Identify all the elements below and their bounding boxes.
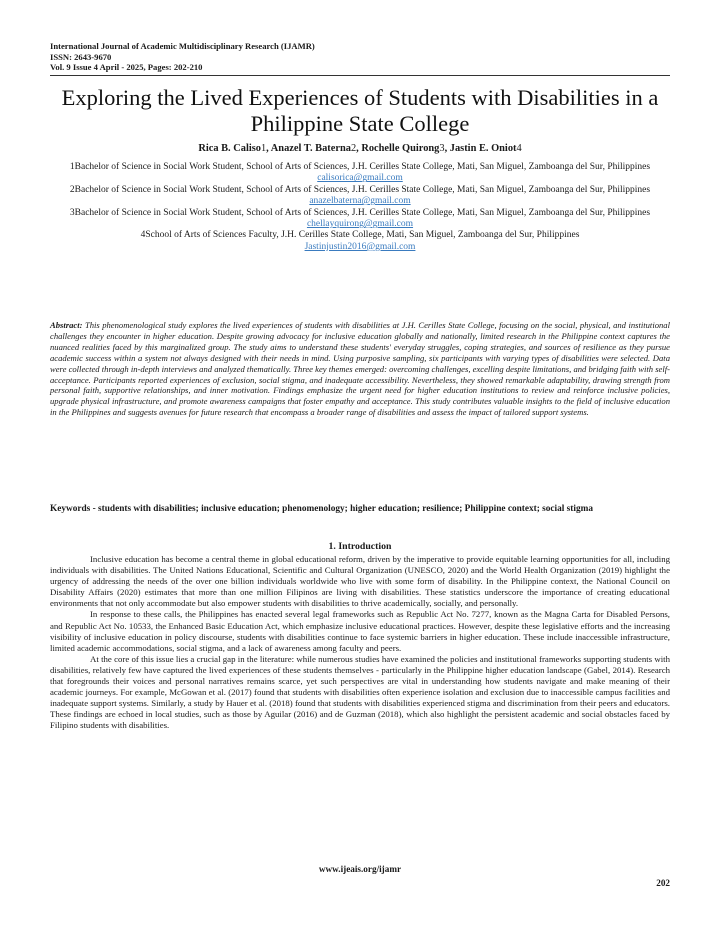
author-email-link[interactable]: calisorica@gmail.com	[317, 173, 403, 184]
affiliation	[55, 208, 665, 231]
footer-url[interactable]: www.ijeais.org/ijamr	[318, 864, 402, 874]
author-email-link[interactable]: Jastinjustin2016@gmail.com	[304, 241, 416, 252]
affiliation	[55, 230, 665, 253]
affiliation-list	[55, 162, 665, 253]
author-name: Jastin E. Oniot	[449, 143, 517, 154]
author-sup: 1	[260, 143, 267, 154]
abstract-text: This phenomenological study explores the lived experiences of students with disabilities at J.H. Cerilles State College, focusing on the social, physical, and institutional challenges they encounter in higher education. Despite growing advocacy for inclusive education globally and nationally, limited research in the Philippine context captures the nuanced realities faced by this marginalized group. The study aims to understand these students' everyday struggles, coping strategies, and sources of resilience as they pursue academic success within a system not always designed with their needs in mind. Using purposive sampling, six participants with varying types of disabilities were selected. Data were collected through in-depth interviews and analyzed thematically. Three key themes emerged: overcoming challenges, excelling despite limitations, and bridging faith with self-acceptance. Participants reported experiences of exclusion, social stigma, and inadequate accessibility. Nevertheless, they showed remarkable adaptability, drawing strength from personal faith, supportive relationships, and inner motivation. Findings emphasize the urgent need for higher education institutions to review and reinforce inclusive policies, upgrade physical infrastructure, and promote awareness campaigns that foster empathy and acceptance. This study contributes valuable insights to the field of inclusive education in the Philippines and suggests avenues for future research that encompass a broader range of disabilities and assess the impact of tailored support systems.	[50, 320, 670, 418]
author-name: Rochelle Quirong	[361, 143, 440, 154]
body-text	[50, 554, 670, 732]
affiliation-text: 1Bachelor of Science in Social Work Student, School of Arts of Sciences, J.H. Cerilles State College, Mati, San Miguel, Zamboanga del Sur, Philippines	[69, 162, 651, 172]
affiliation-text: 2Bachelor of Science in Social Work Student, School of Arts of Sciences, J.H. Cerilles State College, Mati, San Miguel, Zamboanga del Sur, Philippines	[69, 184, 651, 195]
affiliation	[55, 162, 665, 185]
author-sup: 3	[439, 143, 445, 154]
journal-name: International Journal of Academic Multidisciplinary Research (IJAMR)	[50, 41, 315, 51]
author-sup: 2	[350, 143, 357, 154]
paper-title: Exploring the Lived Experiences of Students with Disabilities in a Philippine State College	[61, 85, 659, 136]
author-list: Rica B. Caliso1, Anazel T. Baterna2, Rochelle Quirong3, Jastin E. Oniot4	[198, 143, 522, 154]
affiliation	[55, 185, 665, 208]
abstract-label: Abstract:	[50, 320, 83, 330]
author-name: Rica B. Caliso	[198, 143, 261, 154]
journal-issn: ISSN: 2643-9670	[50, 51, 112, 62]
journal-volume: Vol. 9 Issue 4 April - 2025, Pages: 202-210	[50, 62, 203, 73]
journal-header	[50, 41, 670, 73]
keywords: Keywords - students with disabilities; inclusive education; phenomenology; higher education; resilience; Philippine context; social stigma	[50, 504, 594, 514]
affiliation-text: 4School of Arts of Sciences Faculty, J.H. Cerilles State College, Mati, San Miguel, Zamboanga del Sur, Philippines	[140, 230, 580, 241]
paragraph: At the core of this issue lies a crucial gap in the literature: while numerous studies have examined the policies and institutional frameworks supporting students with disabilities, relatively few have captured the lived experiences of these students themselves - particularly in the Philippine higher education landscape (Gabel, 2014). Research that foregrounds their voices and personal narratives remains scarce, yet such perspectives are vital in understanding how students navigate and make meaning of their academic journeys. For example, McGowan et al. (2017) found that students with disabilities often experience isolation and exclusion due to inaccessible campus facilities and inadequate support systems. Similarly, a study by Hauer et al. (2018) found that students with disabilities experienced stigma and discrimination from their peers and educators. These findings are echoed in local studies, such as those by Aguilar (2016) and de Guzman (2018), which also highlight the persistent academic and social obstacles faced by Filipino students with disabilities.	[50, 653, 670, 731]
author-name: Anazel T. Baterna	[270, 143, 351, 154]
section-heading: 1. Introduction	[328, 541, 392, 552]
affiliation-text: 3Bachelor of Science in Social Work Student, School of Arts of Sciences, J.H. Cerilles State College, Mati, San Miguel, Zamboanga del Sur, Philippines	[69, 207, 651, 218]
abstract	[50, 320, 670, 418]
author-sup: 4	[516, 143, 522, 154]
paragraph: In response to these calls, the Philippines has enacted several legal frameworks such as Republic Act No. 7277, known as the Magna Carta for Disabled Persons, and Republic Act No. 10533, the Enhanced Basic Education Act, which emphasize inclusive educational practices. However, despite these legislative efforts and the increasing visibility of inclusive education in policy discourse, students with disabilities continue to face systemic barriers in higher education. These include inaccessible infrastructure, limited academic accommodations, social stigma, and a lack of awareness among faculty and peers.	[50, 609, 670, 653]
header-divider	[50, 75, 670, 76]
page-number: 202	[656, 878, 670, 888]
paragraph: Inclusive education has become a central theme in global educational reform, driven by the imperative to provide equitable learning opportunities for all, including individuals with disabilities. The United Nations Educational, Scientific and Cultural Organization (UNESCO, 2020) and the World Health Organization (2019) highlight the urgency of addressing the needs of the over one billion individuals worldwide who live with some form of disability. In the Philippine context, the National Council on Disability Affairs (2020) estimates that more than one million Filipinos are living with disabilities. These statistics underscore the importance of creating educational environments that not only accommodate but also empower students with disabilities to thrive academically, socially, and personally.	[50, 554, 670, 609]
author-email-link[interactable]: chellayquirong@gmail.com	[306, 219, 414, 230]
author-email-link[interactable]: anazelbaterna@gmail.com	[309, 196, 411, 207]
